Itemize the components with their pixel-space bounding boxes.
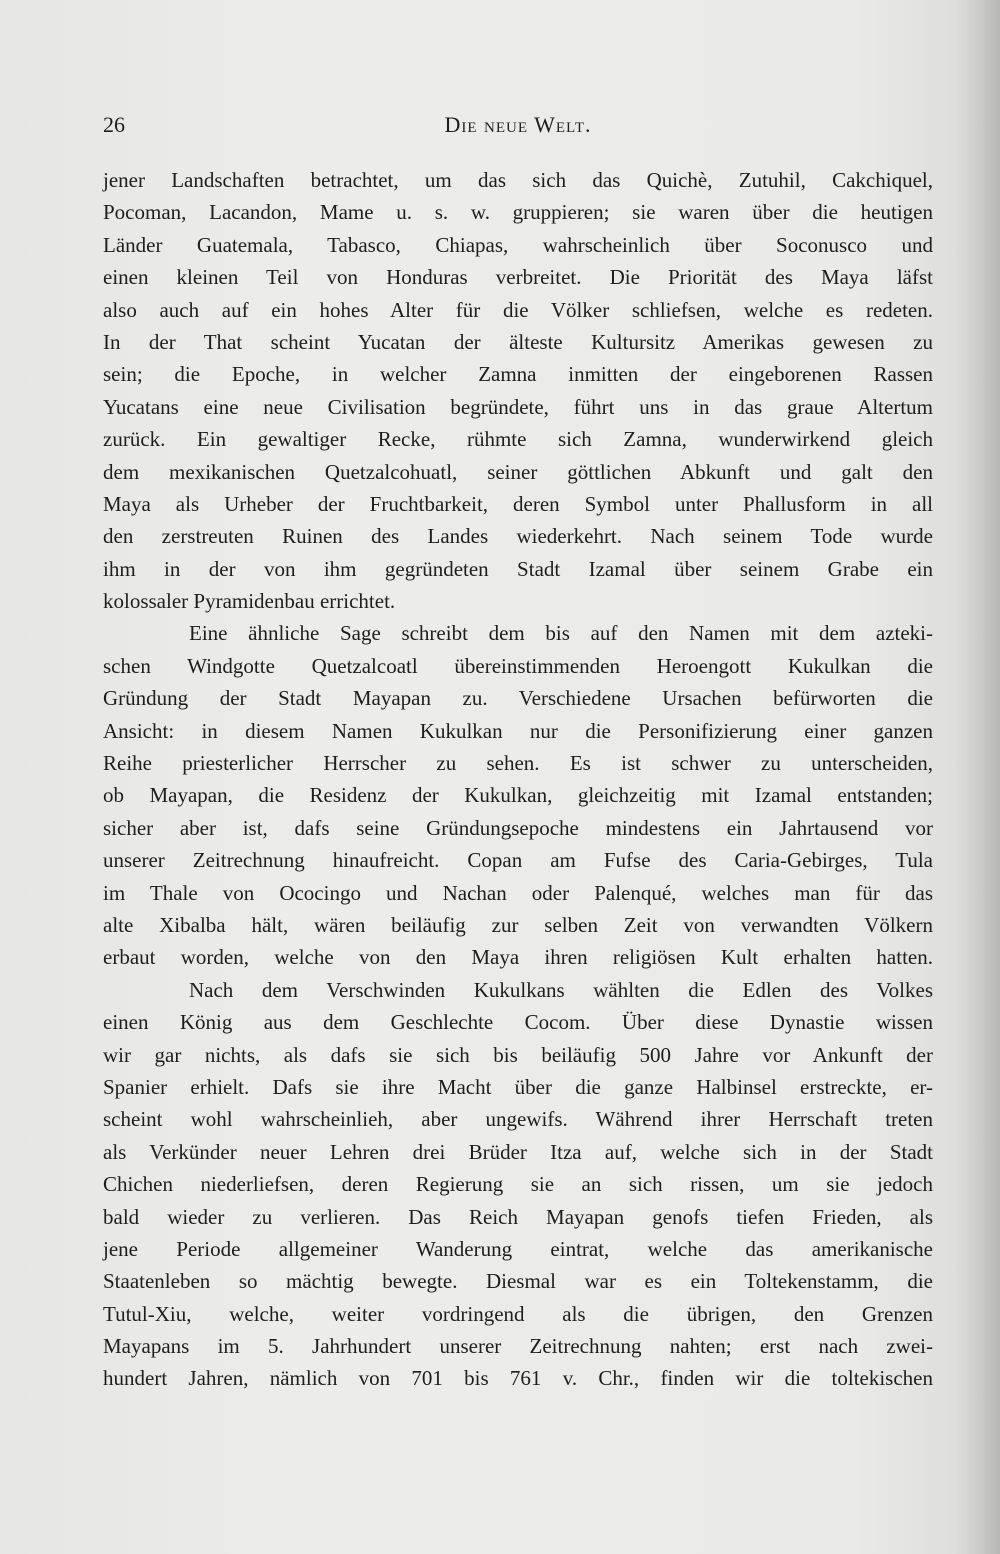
text-line: unserer Zeitrechnung hinaufreicht. Copan am Fufse des Caria-Gebirges, Tula [103, 848, 933, 873]
text-line: den zerstreuten Ruinen des Landes wiederkehrt. Nach seinem Tode wurde [103, 524, 933, 549]
text-line: Staatenleben so mächtig bewegte. Diesmal war es ein Toltekenstamm, die [103, 1269, 933, 1294]
text-line: wir gar nichts, als dafs sie sich bis beiläufig 500 Jahre vor Ankunft der [103, 1042, 933, 1067]
body-text [103, 164, 933, 1395]
text-line: In der That scheint Yucatan der älteste Kultursitz Amerikas gewesen zu [103, 329, 933, 354]
text-line: Spanier erhielt. Dafs sie ihre Macht über die ganze Halbinsel erstreckte, er- [103, 1074, 933, 1099]
page-header [103, 110, 933, 146]
text-line: Pocoman, Lacandon, Mame u. s. w. gruppieren; sie waren über die heutigen [103, 200, 933, 225]
text-line: ihm in der von ihm gegründeten Stadt Izamal über seinem Grabe ein [103, 556, 933, 581]
text-line: ob Mayapan, die Residenz der Kukulkan, gleichzeitig mit Izamal entstanden; [103, 783, 933, 808]
text-line: zurück. Ein gewaltiger Recke, rühmte sich Zamna, wunderwirkend gleich [103, 427, 933, 452]
page-number: 26 [103, 112, 125, 137]
text-line: Maya als Urheber der Fruchtbarkeit, deren Symbol unter Phallusform in all [103, 491, 933, 516]
text-line: einen König aus dem Geschlechte Cocom. Über diese Dynastie wissen [103, 1010, 933, 1035]
text-line: bald wieder zu verlieren. Das Reich Mayapan genofs tiefen Frieden, als [103, 1204, 933, 1229]
text-line: Eine ähnliche Sage schreibt dem bis auf den Namen mit dem azteki- [189, 621, 933, 646]
text-line: jener Landschaften betrachtet, um das sich das Quichè, Zutuhil, Cakchiquel, [103, 168, 933, 192]
text-line: hundert Jahren, nämlich von 701 bis 761 v. Chr., finden wir die toltekischen [103, 1366, 933, 1391]
text-line: Yucatans eine neue Civilisation begründete, führt uns in das graue Altertum [103, 394, 933, 419]
text-line: im Thale von Ococingo und Nachan oder Palenqué, welches man für das [103, 880, 933, 905]
text-line: sicher aber ist, dafs seine Gründungsepoche mindestens ein Jahrtausend vor [103, 815, 933, 840]
running-title: Die neue Welt. [444, 112, 592, 137]
text-line: jene Periode allgemeiner Wanderung eintrat, welche das amerikanische [103, 1236, 933, 1261]
text-line: scheint wohl wahrscheinlieh, aber ungewifs. Während ihrer Herrschaft treten [103, 1107, 933, 1132]
text-line: Länder Guatemala, Tabasco, Chiapas, wahrscheinlich über Soconusco und [103, 232, 933, 257]
text-line: Tutul-Xiu, welche, weiter vordringend als die übrigen, den Grenzen [103, 1301, 933, 1326]
text-line: Chichen niederliefsen, deren Regierung sie an sich rissen, um sie jedoch [103, 1172, 933, 1197]
text-line: schen Windgotte Quetzalcoatl übereinstimmenden Heroengott Kukulkan die [103, 653, 933, 678]
text-line: Reihe priesterlicher Herrscher zu sehen. Es ist schwer zu unterscheiden, [103, 751, 933, 776]
text-line: Nach dem Verschwinden Kukulkans wählten die Edlen des Volkes [189, 977, 933, 1002]
text-line: Ansicht: in diesem Namen Kukulkan nur die Personifizierung einer ganzen [103, 718, 933, 743]
text-line: kolossaler Pyramidenbau errichtet. [103, 589, 396, 614]
text-line: erbaut worden, welche von den Maya ihren religiösen Kult erhalten hatten. [103, 945, 933, 970]
text-line: Mayapans im 5. Jahrhundert unserer Zeitrechnung nahten; erst nach zwei- [103, 1334, 933, 1359]
page-edge-shadow [954, 0, 1000, 1554]
text-line: dem mexikanischen Quetzalcohuatl, seiner göttlichen Abkunft und galt den [103, 459, 933, 484]
text-line: sein; die Epoche, in welcher Zamna inmitten der eingeborenen Rassen [103, 362, 933, 387]
text-line: einen kleinen Teil von Honduras verbreitet. Die Priorität des Maya läfst [103, 265, 933, 290]
text-line: als Verkünder neuer Lehren drei Brüder Itza auf, welche sich in der Stadt [103, 1139, 933, 1164]
text-line: Gründung der Stadt Mayapan zu. Verschiedene Ursachen befürworten die [103, 686, 933, 711]
text-line: also auch auf ein hohes Alter für die Völker schliefsen, welche es redeten. [103, 297, 933, 322]
text-line: alte Xibalba hält, wären beiläufig zur selben Zeit von verwandten Völkern [103, 912, 933, 937]
